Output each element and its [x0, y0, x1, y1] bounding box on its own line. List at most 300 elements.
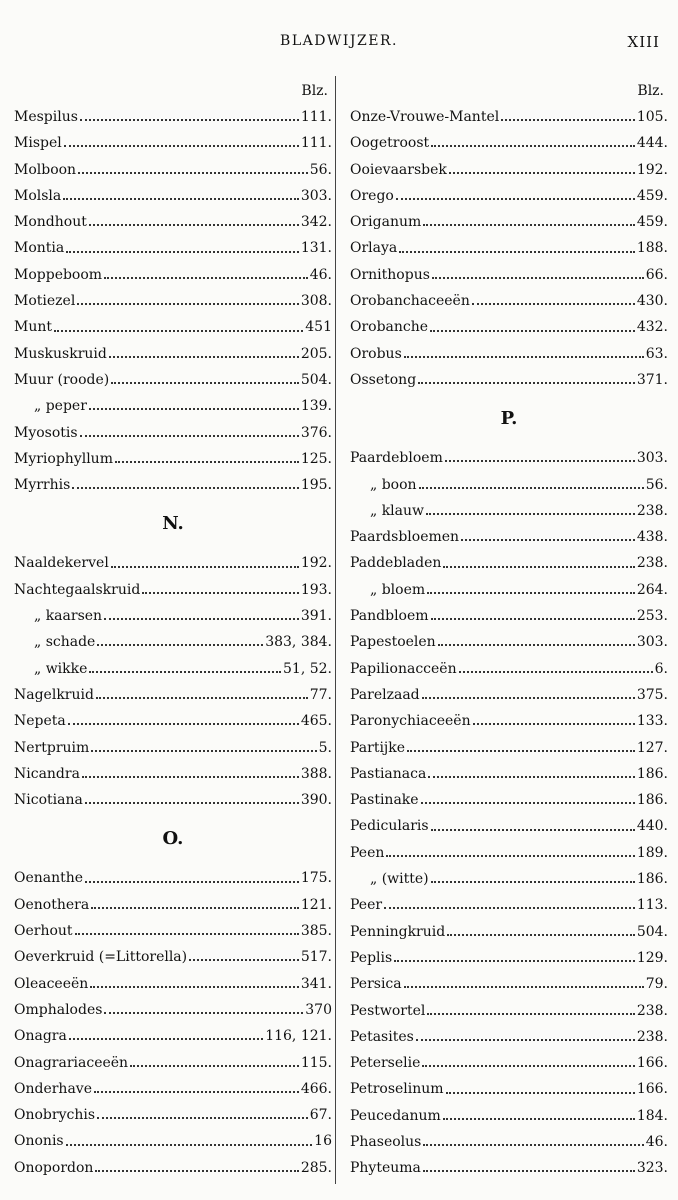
dot-leader	[431, 618, 635, 620]
entry-name: „ peper	[34, 398, 87, 415]
dot-leader	[445, 460, 635, 462]
entry-name: Nagelkruid	[14, 686, 94, 703]
entry-name: Parelzaad	[350, 686, 420, 703]
entry-name: Orobanche	[350, 319, 429, 336]
dot-leader	[418, 382, 635, 384]
dot-leader	[115, 461, 299, 463]
index-entry	[350, 866, 668, 892]
dot-leader	[423, 1170, 635, 1172]
index-entry	[350, 157, 668, 183]
column-divider	[335, 76, 336, 1184]
dot-leader	[80, 435, 299, 437]
index-entry	[14, 997, 332, 1023]
entry-page: 323.	[636, 1160, 668, 1177]
entry-page: 465.	[300, 713, 332, 730]
index-entry	[350, 104, 668, 130]
dot-leader	[501, 119, 635, 121]
entry-page: 16	[314, 1133, 332, 1150]
dot-leader	[431, 881, 635, 883]
index-entry	[14, 682, 332, 708]
entry-name: „ kaarsen	[34, 608, 103, 625]
entry-page: 264.	[636, 581, 668, 598]
blz-heading: Blz.	[637, 83, 664, 99]
dot-leader	[396, 198, 635, 200]
index-entry	[350, 367, 668, 393]
entry-name: Paronychiaceeën	[350, 713, 471, 730]
entry-page: 451	[305, 319, 332, 336]
index-entry	[350, 813, 668, 839]
entry-page: 77.	[309, 686, 332, 703]
entry-page: 238.	[636, 1002, 668, 1019]
index-entry	[350, 498, 668, 524]
dot-leader	[77, 303, 299, 305]
index-entry	[350, 445, 668, 471]
dot-leader	[461, 539, 635, 541]
entry-page: 192.	[636, 161, 668, 178]
index-entry	[14, 1023, 332, 1049]
entry-name: Oerhout	[14, 923, 73, 940]
dot-leader	[419, 487, 644, 489]
entry-name: Nicotiana	[14, 792, 83, 809]
entry-page: 113.	[636, 897, 668, 914]
entry-page: 341.	[300, 975, 332, 992]
dot-leader	[89, 671, 281, 673]
dot-leader	[446, 1092, 635, 1094]
index-entry	[14, 944, 332, 970]
entry-page: 111.	[300, 109, 332, 125]
index-entry	[350, 761, 668, 787]
entry-name: Naaldekervel	[14, 555, 109, 572]
entry-page: 66.	[645, 266, 668, 283]
dot-leader	[421, 802, 635, 804]
dot-leader	[473, 723, 635, 725]
dot-leader	[404, 986, 644, 988]
index-entry	[350, 1076, 668, 1102]
entry-name: Peen	[350, 844, 385, 861]
dot-leader	[94, 1091, 299, 1093]
index-entry	[14, 1102, 332, 1128]
dot-leader	[431, 829, 635, 831]
dot-leader	[66, 251, 299, 253]
entry-name: Paddebladen	[350, 555, 442, 572]
dot-leader	[64, 145, 299, 147]
index-entry	[350, 787, 668, 813]
entry-name: Muur (roode)	[14, 371, 110, 388]
index-entry	[350, 183, 668, 209]
entry-page: 6.	[654, 660, 668, 677]
dot-leader	[447, 934, 635, 936]
entry-name: Persica	[350, 976, 402, 993]
section-letter: N.	[162, 513, 184, 535]
index-entry	[350, 314, 668, 340]
page-header	[0, 30, 678, 54]
index-entry	[350, 1155, 668, 1181]
index-entry	[14, 367, 332, 393]
page-number: XIII	[627, 33, 660, 51]
entry-page: 133.	[636, 713, 668, 730]
dot-leader	[443, 566, 634, 568]
entry-name: Nepeta	[14, 713, 66, 730]
section-letter: O.	[162, 828, 184, 850]
dot-leader	[91, 750, 316, 752]
entry-page: 63.	[645, 345, 668, 362]
entry-name: Nertpruim	[14, 739, 90, 756]
entry-page: 166.	[636, 1055, 668, 1072]
index-entry	[14, 656, 332, 682]
dot-leader	[85, 881, 299, 883]
dot-leader	[404, 356, 644, 358]
index-entry	[14, 262, 332, 288]
index-entry	[14, 209, 332, 235]
index-entry	[350, 1103, 668, 1129]
index-entry	[350, 288, 668, 314]
index-entry	[14, 472, 332, 498]
entry-page: 432.	[636, 319, 668, 336]
entry-name: Onobrychis	[14, 1107, 96, 1124]
entry-name: Penningkruid	[350, 923, 446, 940]
index-entry	[14, 892, 332, 918]
dot-leader	[449, 172, 635, 174]
entry-page: 111.	[300, 135, 332, 152]
entry-page: 188.	[636, 240, 668, 257]
index-entry	[350, 524, 668, 550]
dot-leader	[189, 959, 299, 961]
entry-page: 193.	[300, 581, 332, 598]
dot-leader	[111, 566, 299, 568]
index-entry	[350, 998, 668, 1024]
index-entry	[14, 157, 332, 183]
index-entry	[14, 341, 332, 367]
entry-page: 238.	[636, 555, 668, 572]
entry-name: Origanum	[350, 214, 422, 231]
dot-leader	[422, 697, 635, 699]
entry-page: 253.	[636, 608, 668, 625]
entry-name: Molsla	[14, 187, 62, 204]
index-entry	[14, 577, 332, 603]
entry-name: Mespilus	[14, 109, 78, 125]
entry-name: Orobus	[350, 345, 402, 362]
entry-name: Omphalodes	[14, 1001, 103, 1018]
dot-leader	[63, 198, 299, 200]
dot-leader	[422, 1065, 634, 1067]
dot-leader	[96, 697, 308, 699]
index-entry	[14, 314, 332, 340]
dot-leader	[82, 776, 299, 778]
entry-page: 308.	[300, 293, 332, 310]
dot-leader	[438, 644, 635, 646]
entry-name: Pedicularis	[350, 818, 429, 835]
dot-leader	[443, 1118, 635, 1120]
entry-page: 186.	[636, 871, 668, 888]
index-entry	[14, 104, 332, 130]
entry-name: „ schade	[34, 634, 96, 651]
entry-page: 375.	[636, 686, 668, 703]
index-entry	[14, 183, 332, 209]
index-entry	[14, 918, 332, 944]
entry-name: Nicandra	[14, 765, 80, 782]
right-column	[350, 78, 668, 1182]
dot-leader	[427, 1013, 634, 1015]
index-entry	[350, 235, 668, 261]
entry-page: 440.	[636, 818, 668, 835]
index-entry	[14, 420, 332, 446]
entry-page: 504.	[636, 923, 668, 940]
index-entry	[14, 1050, 332, 1076]
dot-leader	[97, 1117, 308, 1119]
entry-page: 121.	[300, 896, 332, 913]
entry-name: Munt	[14, 319, 52, 336]
index-entry	[350, 341, 668, 367]
index-entry	[350, 1129, 668, 1155]
entry-name: Partijke	[350, 739, 406, 756]
entry-page: 238.	[636, 502, 668, 519]
entry-name: Montia	[14, 240, 65, 257]
entry-page: 342.	[300, 214, 332, 231]
entry-name: Peucedanum	[350, 1107, 441, 1124]
entry-page: 383, 384.	[265, 634, 332, 651]
entry-name: Pastinake	[350, 792, 419, 809]
entry-page: 115.	[300, 1054, 332, 1071]
index-entry	[14, 1076, 332, 1102]
entry-name: Moppeboom	[14, 266, 103, 283]
dot-leader	[104, 1012, 303, 1014]
entry-page: 385.	[300, 923, 332, 940]
index-entry	[350, 629, 668, 655]
entry-name: Oenanthe	[14, 870, 84, 887]
entry-page: 46.	[645, 1133, 668, 1150]
entry-name: Petasites	[350, 1028, 414, 1045]
entry-page: 139.	[300, 398, 332, 415]
entry-page: 79.	[645, 976, 668, 993]
dot-leader	[85, 802, 299, 804]
entry-name: Onopordon	[14, 1159, 94, 1176]
entry-name: Ornithopus	[350, 266, 430, 283]
dot-leader	[407, 750, 635, 752]
entry-name: Paardsbloemen	[350, 529, 460, 546]
index-entry	[350, 945, 668, 971]
entry-name: Myrrhis	[14, 477, 71, 494]
dot-leader	[386, 855, 634, 857]
entry-name: Mondhout	[14, 214, 87, 231]
dot-leader	[78, 172, 308, 174]
entry-page: 125.	[300, 450, 332, 467]
entry-name: Onagrariaceeën	[14, 1054, 129, 1071]
dot-leader	[428, 776, 635, 778]
blz-heading: Blz.	[301, 83, 328, 99]
entry-name: Myriophyllum	[14, 450, 113, 467]
dot-leader	[111, 382, 299, 384]
entry-page: 504.	[300, 371, 332, 388]
entry-page: 303.	[636, 634, 668, 651]
dot-leader	[432, 277, 644, 279]
entry-name: Ossetong	[350, 371, 417, 388]
entry-name: Muskuskruid	[14, 345, 107, 362]
entry-page: 116, 121.	[265, 1028, 332, 1045]
entry-page: 466.	[300, 1080, 332, 1097]
entry-name: Pandbloem	[350, 608, 429, 625]
dot-leader	[130, 1065, 299, 1067]
entry-name: Oenothera	[14, 896, 90, 913]
index-entry	[350, 1050, 668, 1076]
dot-leader	[89, 224, 299, 226]
index-entry	[14, 603, 332, 629]
entry-name: Onagra	[14, 1028, 67, 1045]
entry-name: Myosotis	[14, 424, 78, 441]
dot-leader	[66, 1144, 313, 1146]
entry-name: Onze-Vrouwe-Mantel	[350, 109, 500, 125]
entry-page: 285.	[300, 1159, 332, 1176]
entry-name: Peterselie	[350, 1055, 421, 1072]
entry-page: 370	[305, 1001, 332, 1018]
entry-page: 5.	[318, 739, 332, 756]
entry-page: 388.	[300, 765, 332, 782]
entry-page: 186.	[636, 792, 668, 809]
entry-name: Papilionacceën	[350, 660, 457, 677]
entry-name: Petroselinum	[350, 1081, 444, 1098]
dot-leader	[423, 1144, 643, 1146]
entry-page: 51, 52.	[283, 660, 332, 677]
entry-name: Phaseolus	[350, 1133, 422, 1150]
entry-page: 303.	[636, 450, 668, 467]
dot-leader	[68, 723, 299, 725]
entry-name: Orego	[350, 187, 394, 204]
entry-page: 205.	[300, 345, 332, 362]
index-entry	[350, 603, 668, 629]
entry-page: 303.	[300, 187, 332, 204]
entry-page: 195.	[300, 477, 332, 494]
entry-name: Pestwortel	[350, 1002, 426, 1019]
dot-leader	[431, 145, 635, 147]
entry-page: 127.	[636, 739, 668, 756]
entry-name: „ (witte)	[370, 871, 429, 888]
entry-page: 129.	[636, 949, 668, 966]
entry-page: 56.	[309, 161, 332, 178]
index-entry	[350, 262, 668, 288]
dot-leader	[394, 960, 635, 962]
index-entry	[350, 550, 668, 576]
dot-leader	[104, 618, 299, 620]
index-entry	[14, 735, 332, 761]
entry-page: 430.	[636, 293, 668, 310]
dot-leader	[426, 513, 635, 515]
index-entry	[14, 130, 332, 156]
entry-name: Orobanchaceeën	[350, 293, 470, 310]
index-entry	[350, 656, 668, 682]
index-entry	[350, 209, 668, 235]
dot-leader	[399, 251, 635, 253]
entry-page: 444.	[636, 135, 668, 152]
dot-leader	[104, 277, 308, 279]
entry-page: 376.	[300, 424, 332, 441]
index-entry	[350, 472, 668, 498]
index-entry	[14, 865, 332, 891]
entry-name: Molboon	[14, 161, 77, 178]
entry-page: 184.	[636, 1107, 668, 1124]
entry-name: Pastianaca	[350, 765, 427, 782]
entry-page: 56.	[645, 476, 668, 493]
index-entry	[14, 235, 332, 261]
entry-page: 371.	[636, 371, 668, 388]
entry-name: „ bloem	[370, 581, 426, 598]
entry-name: „ wikke	[34, 660, 88, 677]
dot-leader	[423, 224, 635, 226]
dot-leader	[472, 303, 635, 305]
index-entry	[14, 393, 332, 419]
entry-name: Mispel	[14, 135, 62, 152]
dot-leader	[430, 330, 635, 332]
dot-leader	[427, 592, 635, 594]
dot-leader	[91, 907, 299, 909]
dot-leader	[384, 907, 635, 909]
entry-name: Onderhave	[14, 1080, 92, 1097]
dot-leader	[142, 592, 299, 594]
index-entry	[14, 288, 332, 314]
dot-leader	[69, 1038, 263, 1040]
index-entry	[350, 682, 668, 708]
dot-leader	[72, 487, 299, 489]
index-entry	[350, 708, 668, 734]
entry-name: Oogetroost	[350, 135, 430, 152]
entry-name: Ononis	[14, 1133, 64, 1150]
entry-page: 166.	[636, 1081, 668, 1098]
entry-name: Papestoelen	[350, 634, 436, 651]
index-entry	[14, 971, 332, 997]
entry-page: 46.	[309, 266, 332, 283]
entry-page: 175.	[300, 870, 332, 887]
entry-page: 459.	[636, 187, 668, 204]
entry-page: 459.	[636, 214, 668, 231]
entry-page: 391.	[300, 608, 332, 625]
entry-name: Nachtegaalskruid	[14, 581, 141, 598]
entry-page: 390.	[300, 792, 332, 809]
index-entry	[14, 1155, 332, 1181]
entry-name: Oleaceeën	[14, 975, 89, 992]
index-entry	[350, 735, 668, 761]
entry-page: 186.	[636, 765, 668, 782]
entry-page: 67.	[309, 1107, 332, 1124]
index-entry	[14, 629, 332, 655]
index-entry	[14, 1128, 332, 1154]
section-letter: P.	[500, 408, 518, 430]
entry-name: Phyteuma	[350, 1160, 421, 1177]
entry-name: „ boon	[370, 476, 417, 493]
index-entry	[14, 761, 332, 787]
index-entry	[14, 787, 332, 813]
entry-page: 192.	[300, 555, 332, 572]
index-entry	[350, 130, 668, 156]
entry-name: Peer	[350, 897, 383, 914]
index-entry	[350, 1024, 668, 1050]
entry-name: Oeverkruid (=Littorella)	[14, 949, 188, 966]
dot-leader	[97, 644, 263, 646]
entry-page: 105.	[636, 109, 668, 125]
index-entry	[14, 550, 332, 576]
dot-leader	[90, 986, 299, 988]
entry-name: Orlaya	[350, 240, 398, 257]
entry-name: „ klauw	[370, 502, 425, 519]
entry-name: Motiezel	[14, 293, 76, 310]
page-title: BLADWIJZER.	[280, 33, 398, 49]
index-entry	[350, 971, 668, 997]
entry-page: 238.	[636, 1028, 668, 1045]
entry-page: 131.	[300, 240, 332, 257]
index-entry	[350, 892, 668, 918]
index-entry	[350, 840, 668, 866]
entry-page: 517.	[300, 949, 332, 966]
dot-leader	[80, 119, 299, 121]
dot-leader	[109, 356, 299, 358]
index-entry	[350, 919, 668, 945]
